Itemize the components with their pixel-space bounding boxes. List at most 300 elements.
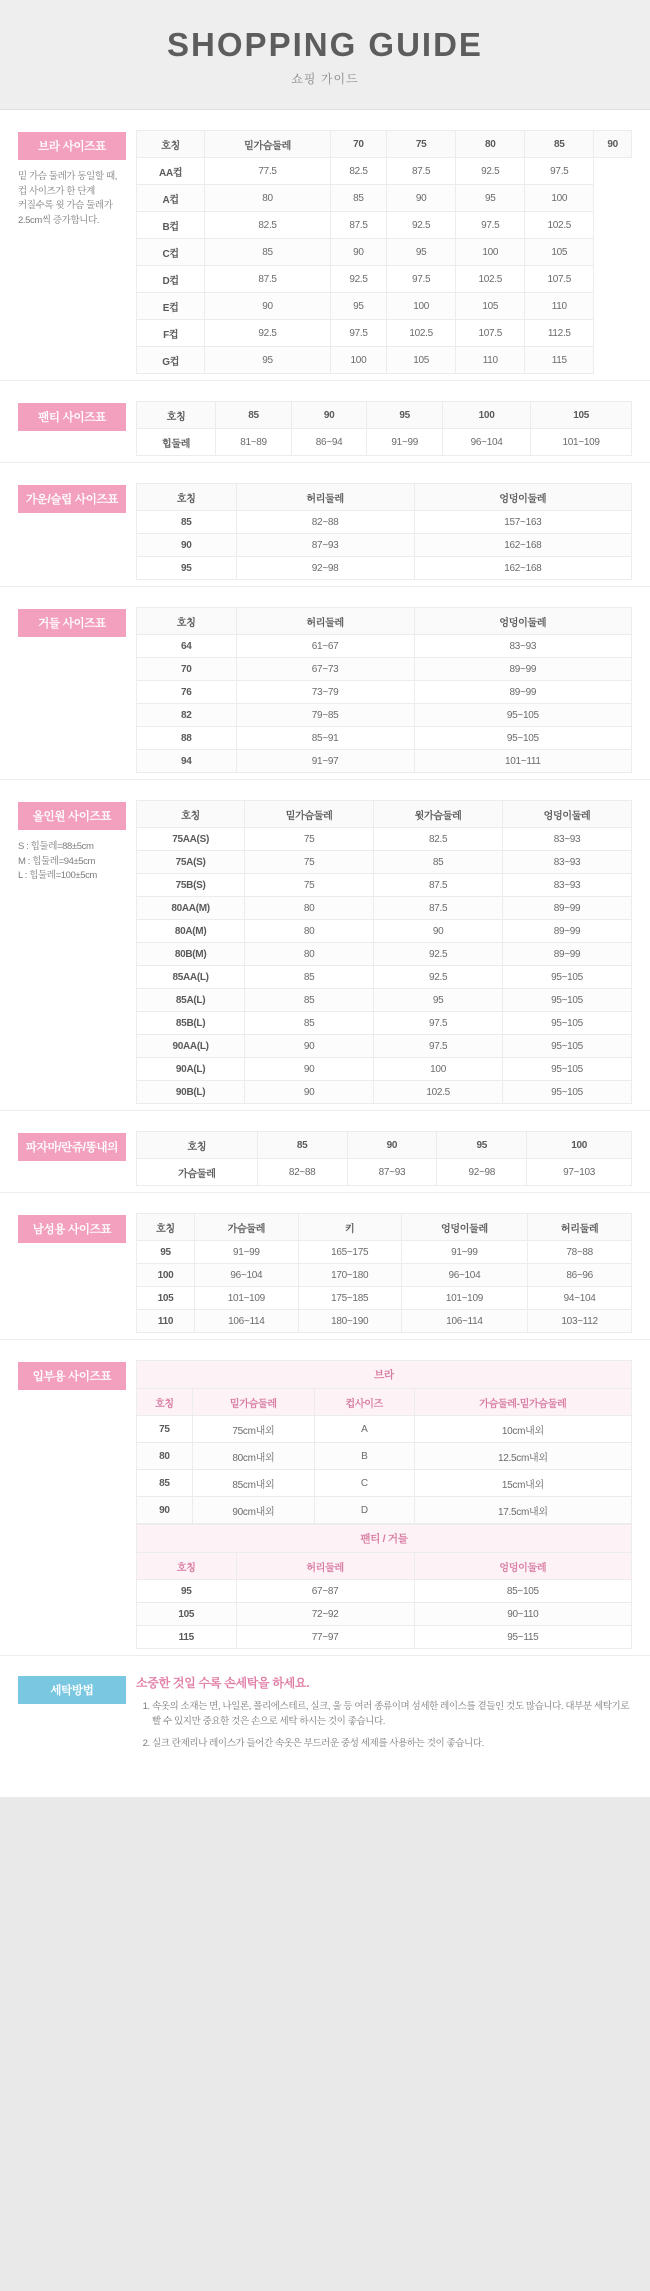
table-row	[137, 511, 632, 534]
table-cell: 64	[137, 635, 237, 658]
size-table	[136, 800, 632, 1104]
table-cell: 75	[245, 828, 374, 851]
table-cell: 82.5	[374, 828, 503, 851]
table-row	[137, 897, 632, 920]
table-cell: 162~168	[414, 534, 631, 557]
table-cell: B	[314, 1443, 414, 1470]
label-column	[18, 1131, 136, 1161]
table-cell: 95	[137, 1580, 237, 1603]
table-header-row	[137, 484, 632, 511]
table-row	[137, 239, 632, 266]
table-cell: G컵	[137, 347, 205, 374]
table-cell: 85	[330, 185, 386, 212]
table-cell: 92~98	[236, 557, 414, 580]
table-row	[137, 534, 632, 557]
table-cell: 92.5	[330, 266, 386, 293]
table-row	[137, 658, 632, 681]
table-cell: B컵	[137, 212, 205, 239]
table-header-row	[137, 608, 632, 635]
table-header-cell: 95	[367, 402, 443, 429]
table-header-row	[137, 1553, 632, 1580]
table-cell: 180~190	[298, 1310, 401, 1333]
table-cell: C컵	[137, 239, 205, 266]
table-row	[137, 989, 632, 1012]
table-row	[137, 1081, 632, 1104]
table-cell: 100	[374, 1058, 503, 1081]
table-cell: 83~93	[503, 874, 632, 897]
table-cell: 75cm내외	[192, 1416, 314, 1443]
table-cell: 89~99	[503, 897, 632, 920]
bra-banner: 브라	[137, 1361, 632, 1389]
table-cell: 105	[525, 239, 594, 266]
table-header-row	[137, 801, 632, 828]
size-chart-section	[0, 586, 650, 779]
table-row	[137, 920, 632, 943]
table-row	[137, 750, 632, 773]
table-cell: 97.5	[387, 266, 456, 293]
table-cell: 85	[205, 239, 330, 266]
table-row	[137, 1443, 632, 1470]
table-row	[137, 828, 632, 851]
table-cell: 95	[137, 1241, 195, 1264]
table-header-cell: 허리둘레	[528, 1214, 632, 1241]
table-cell: 92.5	[387, 212, 456, 239]
section-wash-method	[0, 1655, 650, 1769]
table-cell: 86~96	[528, 1264, 632, 1287]
table-row	[137, 1264, 632, 1287]
table-header-cell: 엉덩이둘레	[503, 801, 632, 828]
table-cell: 90	[137, 534, 237, 557]
table-row	[137, 874, 632, 897]
table-header-cell: 70	[330, 131, 386, 158]
table-cell: 87.5	[330, 212, 386, 239]
table-row	[137, 1241, 632, 1264]
table-cell: A컵	[137, 185, 205, 212]
table-header-cell: 엉덩이둘레	[414, 1553, 631, 1580]
table-cell: 101~111	[414, 750, 631, 773]
table-cell: 83~93	[503, 828, 632, 851]
table-header-cell: 90	[594, 131, 632, 158]
label-column	[18, 1213, 136, 1243]
label-column	[18, 401, 136, 431]
table-column	[136, 483, 632, 580]
table-cell: 86~94	[291, 429, 367, 456]
table-cell: 94~104	[528, 1287, 632, 1310]
table-cell: 102.5	[456, 266, 525, 293]
table-cell: 85A(L)	[137, 989, 245, 1012]
wash-title: 소중한 것일 수록 손세탁을 하세요.	[136, 1676, 310, 1690]
table-cell: 175~185	[298, 1287, 401, 1310]
size-chart-section	[0, 1110, 650, 1192]
table-banner-row	[137, 1361, 632, 1389]
table-header-row	[137, 402, 632, 429]
table-header-cell: 밑가슴둘레	[205, 131, 330, 158]
table-header-cell: 호칭	[137, 131, 205, 158]
table-cell: 80B(M)	[137, 943, 245, 966]
table-cell: 85AA(L)	[137, 966, 245, 989]
table-body	[137, 158, 632, 374]
table-cell: AA컵	[137, 158, 205, 185]
table-row	[137, 681, 632, 704]
table-cell: 79~85	[236, 704, 414, 727]
table-cell: 91~97	[236, 750, 414, 773]
table-banner-row	[137, 1525, 632, 1553]
table-cell: 100	[456, 239, 525, 266]
table-row	[137, 557, 632, 580]
table-row	[137, 158, 632, 185]
table-cell: A	[314, 1416, 414, 1443]
table-header-cell: 윗가슴둘레	[374, 801, 503, 828]
table-header-cell: 호칭	[137, 1553, 237, 1580]
size-chart-section	[0, 380, 650, 462]
table-column	[136, 1131, 632, 1186]
table-row	[137, 212, 632, 239]
table-cell: 89~99	[414, 681, 631, 704]
table-cell: 12.5cm내외	[414, 1443, 631, 1470]
table-cell: 82~88	[236, 511, 414, 534]
table-header-row	[137, 1389, 632, 1416]
table-cell: 90	[137, 1497, 193, 1524]
table-row	[137, 1416, 632, 1443]
table-cell: 73~79	[236, 681, 414, 704]
table-cell: 75	[245, 874, 374, 897]
table-cell: 102.5	[387, 320, 456, 347]
table-cell: 80	[245, 943, 374, 966]
table-cell: 102.5	[525, 212, 594, 239]
table-row	[137, 1035, 632, 1058]
table-cell: 97~103	[527, 1159, 632, 1186]
table-cell: 96~104	[442, 429, 530, 456]
page-header	[0, 0, 650, 110]
table-header-cell: 85	[216, 402, 292, 429]
table-cell: 83~93	[414, 635, 631, 658]
table-row	[137, 1012, 632, 1035]
size-chart-sections	[0, 110, 650, 1339]
table-column	[136, 1360, 632, 1649]
table-cell: 107.5	[525, 266, 594, 293]
table-cell: 80	[245, 897, 374, 920]
table-header-cell: 105	[531, 402, 632, 429]
table-header-cell: 호칭	[137, 484, 237, 511]
table-cell: 90	[330, 239, 386, 266]
table-header-cell: 호칭	[137, 608, 237, 635]
table-cell: 110	[456, 347, 525, 374]
table-header-cell: 호칭	[137, 402, 216, 429]
table-cell: 89~99	[503, 920, 632, 943]
table-row	[137, 851, 632, 874]
table-row	[137, 1580, 632, 1603]
table-cell: 85	[137, 1470, 193, 1497]
table-row	[137, 1470, 632, 1497]
table-cell: 87.5	[205, 266, 330, 293]
table-cell: 80cm내외	[192, 1443, 314, 1470]
table-cell: 100	[525, 185, 594, 212]
table-cell: 97.5	[374, 1035, 503, 1058]
table-header-cell: 허리둘레	[236, 484, 414, 511]
section-tag: 파자마/란쥬/똥내의	[18, 1133, 126, 1161]
table-cell: 97.5	[374, 1012, 503, 1035]
table-cell: 92.5	[374, 943, 503, 966]
table-header-cell: 호칭	[137, 801, 245, 828]
table-header-cell: 85	[257, 1132, 347, 1159]
table-cell: 81~89	[216, 429, 292, 456]
table-body	[137, 429, 632, 456]
size-table	[136, 1213, 632, 1333]
table-header-cell: 가슴둘레-밑가슴둘레	[414, 1389, 631, 1416]
wash-instruction-item: 1. 속옷의 소재는 면, 나일론, 폴리에스테르, 실크, 울 등 여러 종류이며 섬세한 레이스를 곁들인 것도 많습니다. 대부분 세탁기로 빨 수 있지만 중요한 것은 손으로 세탁 하시는 것이 좋습니다.	[152, 1699, 632, 1729]
table-cell: 95	[387, 239, 456, 266]
table-body	[137, 511, 632, 580]
section-tag: 팬티 사이즈표	[18, 403, 126, 431]
table-header-cell: 75	[387, 131, 456, 158]
table-cell: 105	[137, 1603, 237, 1626]
table-column	[136, 607, 632, 773]
section-tag: 브라 사이즈표	[18, 132, 126, 160]
table-body	[137, 828, 632, 1104]
panty-banner: 팬티 / 거들	[137, 1525, 632, 1553]
table-header-cell: 80	[456, 131, 525, 158]
section-tag: 올인원 사이즈표	[18, 802, 126, 830]
section-note: 밑 가슴 둘레가 동일할 때, 컵 사이즈가 한 단계 커질수록 윗 가슴 둘레가 2.5cm씩 증가합니다.	[18, 171, 117, 227]
table-cell: 110	[137, 1310, 195, 1333]
table-cell: 107.5	[456, 320, 525, 347]
label-column	[18, 483, 136, 513]
table-cell: 85	[137, 511, 237, 534]
table-cell: 82.5	[205, 212, 330, 239]
table-cell: 97.5	[330, 320, 386, 347]
table-row	[137, 266, 632, 293]
table-cell: 110	[525, 293, 594, 320]
wash-body	[136, 1674, 632, 1759]
table-row	[137, 635, 632, 658]
table-column	[136, 130, 632, 374]
table-cell: 92~98	[437, 1159, 527, 1186]
table-cell: 97.5	[456, 212, 525, 239]
table-row	[137, 1310, 632, 1333]
page-title: SHOPPING GUIDE	[167, 26, 483, 63]
table-cell: E컵	[137, 293, 205, 320]
table-cell: 91~99	[401, 1241, 528, 1264]
inner-bra-table	[136, 1360, 632, 1524]
table-cell: 92.5	[205, 320, 330, 347]
table-header-cell: 허리둘레	[236, 1553, 414, 1580]
table-cell: 96~104	[194, 1264, 298, 1287]
table-cell: 105	[387, 347, 456, 374]
table-cell: 92.5	[456, 158, 525, 185]
section-tag: 거들 사이즈표	[18, 609, 126, 637]
table-cell: 170~180	[298, 1264, 401, 1287]
table-header-cell: 100	[527, 1132, 632, 1159]
table-cell: D	[314, 1497, 414, 1524]
table-header-cell: 90	[347, 1132, 437, 1159]
table-cell: 95	[205, 347, 330, 374]
table-cell: 75A(S)	[137, 851, 245, 874]
label-column	[18, 1674, 136, 1704]
table-cell: 75	[245, 851, 374, 874]
table-body	[137, 1416, 632, 1524]
table-cell: 61~67	[236, 635, 414, 658]
table-row	[137, 966, 632, 989]
table-cell: 96~104	[401, 1264, 528, 1287]
table-cell: 95~115	[414, 1626, 631, 1649]
table-body	[137, 1241, 632, 1333]
table-header-row	[137, 131, 632, 158]
table-row	[137, 1497, 632, 1524]
table-cell: 80AA(M)	[137, 897, 245, 920]
table-cell: 90	[245, 1081, 374, 1104]
table-cell: 112.5	[525, 320, 594, 347]
table-cell: 95	[456, 185, 525, 212]
table-cell: 85B(L)	[137, 1012, 245, 1035]
table-cell: 85	[245, 966, 374, 989]
table-header-cell: 90	[291, 402, 367, 429]
table-cell: F컵	[137, 320, 205, 347]
table-cell: 101~109	[194, 1287, 298, 1310]
table-header-cell: 밑가슴둘레	[245, 801, 374, 828]
table-cell: 95~105	[503, 966, 632, 989]
size-table	[136, 401, 632, 456]
table-header-cell: 허리둘레	[236, 608, 414, 635]
table-cell: 157~163	[414, 511, 631, 534]
section-tag: 입부용 사이즈표	[18, 1362, 126, 1390]
wash-instruction-item: 2. 실크 란제리나 레이스가 들어간 속옷은 부드러운 중성 세제를 사용하는 것이 좋습니다.	[152, 1736, 632, 1751]
table-cell: 힙둘레	[137, 429, 216, 456]
table-cell: 67~87	[236, 1580, 414, 1603]
table-header-cell: 컵사이즈	[314, 1389, 414, 1416]
table-row	[137, 1626, 632, 1649]
table-cell: 72~92	[236, 1603, 414, 1626]
table-cell: 115	[525, 347, 594, 374]
table-cell: 95	[137, 557, 237, 580]
table-cell: 165~175	[298, 1241, 401, 1264]
section-inner-wear	[0, 1339, 650, 1655]
table-header-row	[137, 1214, 632, 1241]
table-cell: 95~105	[503, 1081, 632, 1104]
table-row	[137, 1287, 632, 1310]
table-cell: 92.5	[374, 966, 503, 989]
table-header-cell: 키	[298, 1214, 401, 1241]
table-row	[137, 429, 632, 456]
table-cell: 105	[137, 1287, 195, 1310]
section-note: S : 힙둘레=88±5cm M : 힙둘레=94±5cm L : 힙둘레=100±5cm	[18, 841, 97, 882]
table-cell: 가슴둘레	[137, 1159, 258, 1186]
table-row	[137, 347, 632, 374]
table-cell: 75B(S)	[137, 874, 245, 897]
wash-tag: 세탁방법	[18, 1676, 126, 1704]
table-cell: 89~99	[503, 943, 632, 966]
footer-spacer	[0, 1769, 650, 1779]
table-cell: 90	[387, 185, 456, 212]
table-header-cell: 가슴둘레	[194, 1214, 298, 1241]
table-cell: 90	[245, 1035, 374, 1058]
table-row	[137, 727, 632, 750]
wash-instruction-list	[136, 1699, 632, 1752]
table-header-cell: 95	[437, 1132, 527, 1159]
table-cell: 90AA(L)	[137, 1035, 245, 1058]
table-header-cell: 85	[525, 131, 594, 158]
size-table	[136, 483, 632, 580]
table-cell: 95~105	[414, 727, 631, 750]
table-header-cell: 밑가슴둘레	[192, 1389, 314, 1416]
table-header-cell: 호칭	[137, 1214, 195, 1241]
table-cell: 80	[137, 1443, 193, 1470]
table-cell: 95	[330, 293, 386, 320]
section-tag: 가운/슬립 사이즈표	[18, 485, 126, 513]
size-chart-section	[0, 110, 650, 380]
table-cell: 80	[245, 920, 374, 943]
table-column	[136, 800, 632, 1104]
table-column	[136, 1213, 632, 1333]
table-cell: 85	[245, 989, 374, 1012]
table-cell: 85cm내외	[192, 1470, 314, 1497]
table-cell: 102.5	[374, 1081, 503, 1104]
table-cell: C	[314, 1470, 414, 1497]
table-cell: 90	[374, 920, 503, 943]
table-cell: 101~109	[401, 1287, 528, 1310]
table-header-cell: 엉덩이둘레	[414, 608, 631, 635]
table-cell: 100	[137, 1264, 195, 1287]
table-cell: 85~105	[414, 1580, 631, 1603]
table-cell: 85~91	[236, 727, 414, 750]
table-cell: 90A(L)	[137, 1058, 245, 1081]
table-row	[137, 1603, 632, 1626]
table-cell: 85	[245, 1012, 374, 1035]
table-row	[137, 185, 632, 212]
table-header-cell: 엉덩이둘레	[414, 484, 631, 511]
table-cell: 97.5	[525, 158, 594, 185]
table-row	[137, 293, 632, 320]
table-cell: 75AA(S)	[137, 828, 245, 851]
table-cell: 115	[137, 1626, 237, 1649]
table-header-cell: 엉덩이둘레	[401, 1214, 528, 1241]
size-table	[136, 607, 632, 773]
table-cell: 100	[387, 293, 456, 320]
table-body	[137, 1159, 632, 1186]
table-cell: 90	[245, 1058, 374, 1081]
label-column	[18, 130, 136, 229]
table-cell: 87.5	[387, 158, 456, 185]
table-cell: 76	[137, 681, 237, 704]
table-cell: 162~168	[414, 557, 631, 580]
table-cell: 87.5	[374, 874, 503, 897]
table-row	[137, 320, 632, 347]
table-cell: 105	[456, 293, 525, 320]
size-table	[136, 1131, 632, 1186]
inner-panty-table	[136, 1524, 632, 1649]
table-row	[137, 1159, 632, 1186]
table-body	[137, 1580, 632, 1649]
table-cell: D컵	[137, 266, 205, 293]
section-tag: 남성용 사이즈표	[18, 1215, 126, 1243]
size-chart-section	[0, 1192, 650, 1339]
table-cell: 15cm내외	[414, 1470, 631, 1497]
label-column	[18, 607, 136, 637]
table-cell: 101~109	[531, 429, 632, 456]
table-cell: 90B(L)	[137, 1081, 245, 1104]
table-cell: 10cm내외	[414, 1416, 631, 1443]
table-cell: 77.5	[205, 158, 330, 185]
table-cell: 103~112	[528, 1310, 632, 1333]
table-cell: 100	[330, 347, 386, 374]
table-header-row	[137, 1132, 632, 1159]
table-cell: 89~99	[414, 658, 631, 681]
table-body	[137, 635, 632, 773]
table-cell: 106~114	[401, 1310, 528, 1333]
table-cell: 17.5cm내외	[414, 1497, 631, 1524]
table-cell: 94	[137, 750, 237, 773]
table-cell: 82~88	[257, 1159, 347, 1186]
table-cell: 95	[374, 989, 503, 1012]
